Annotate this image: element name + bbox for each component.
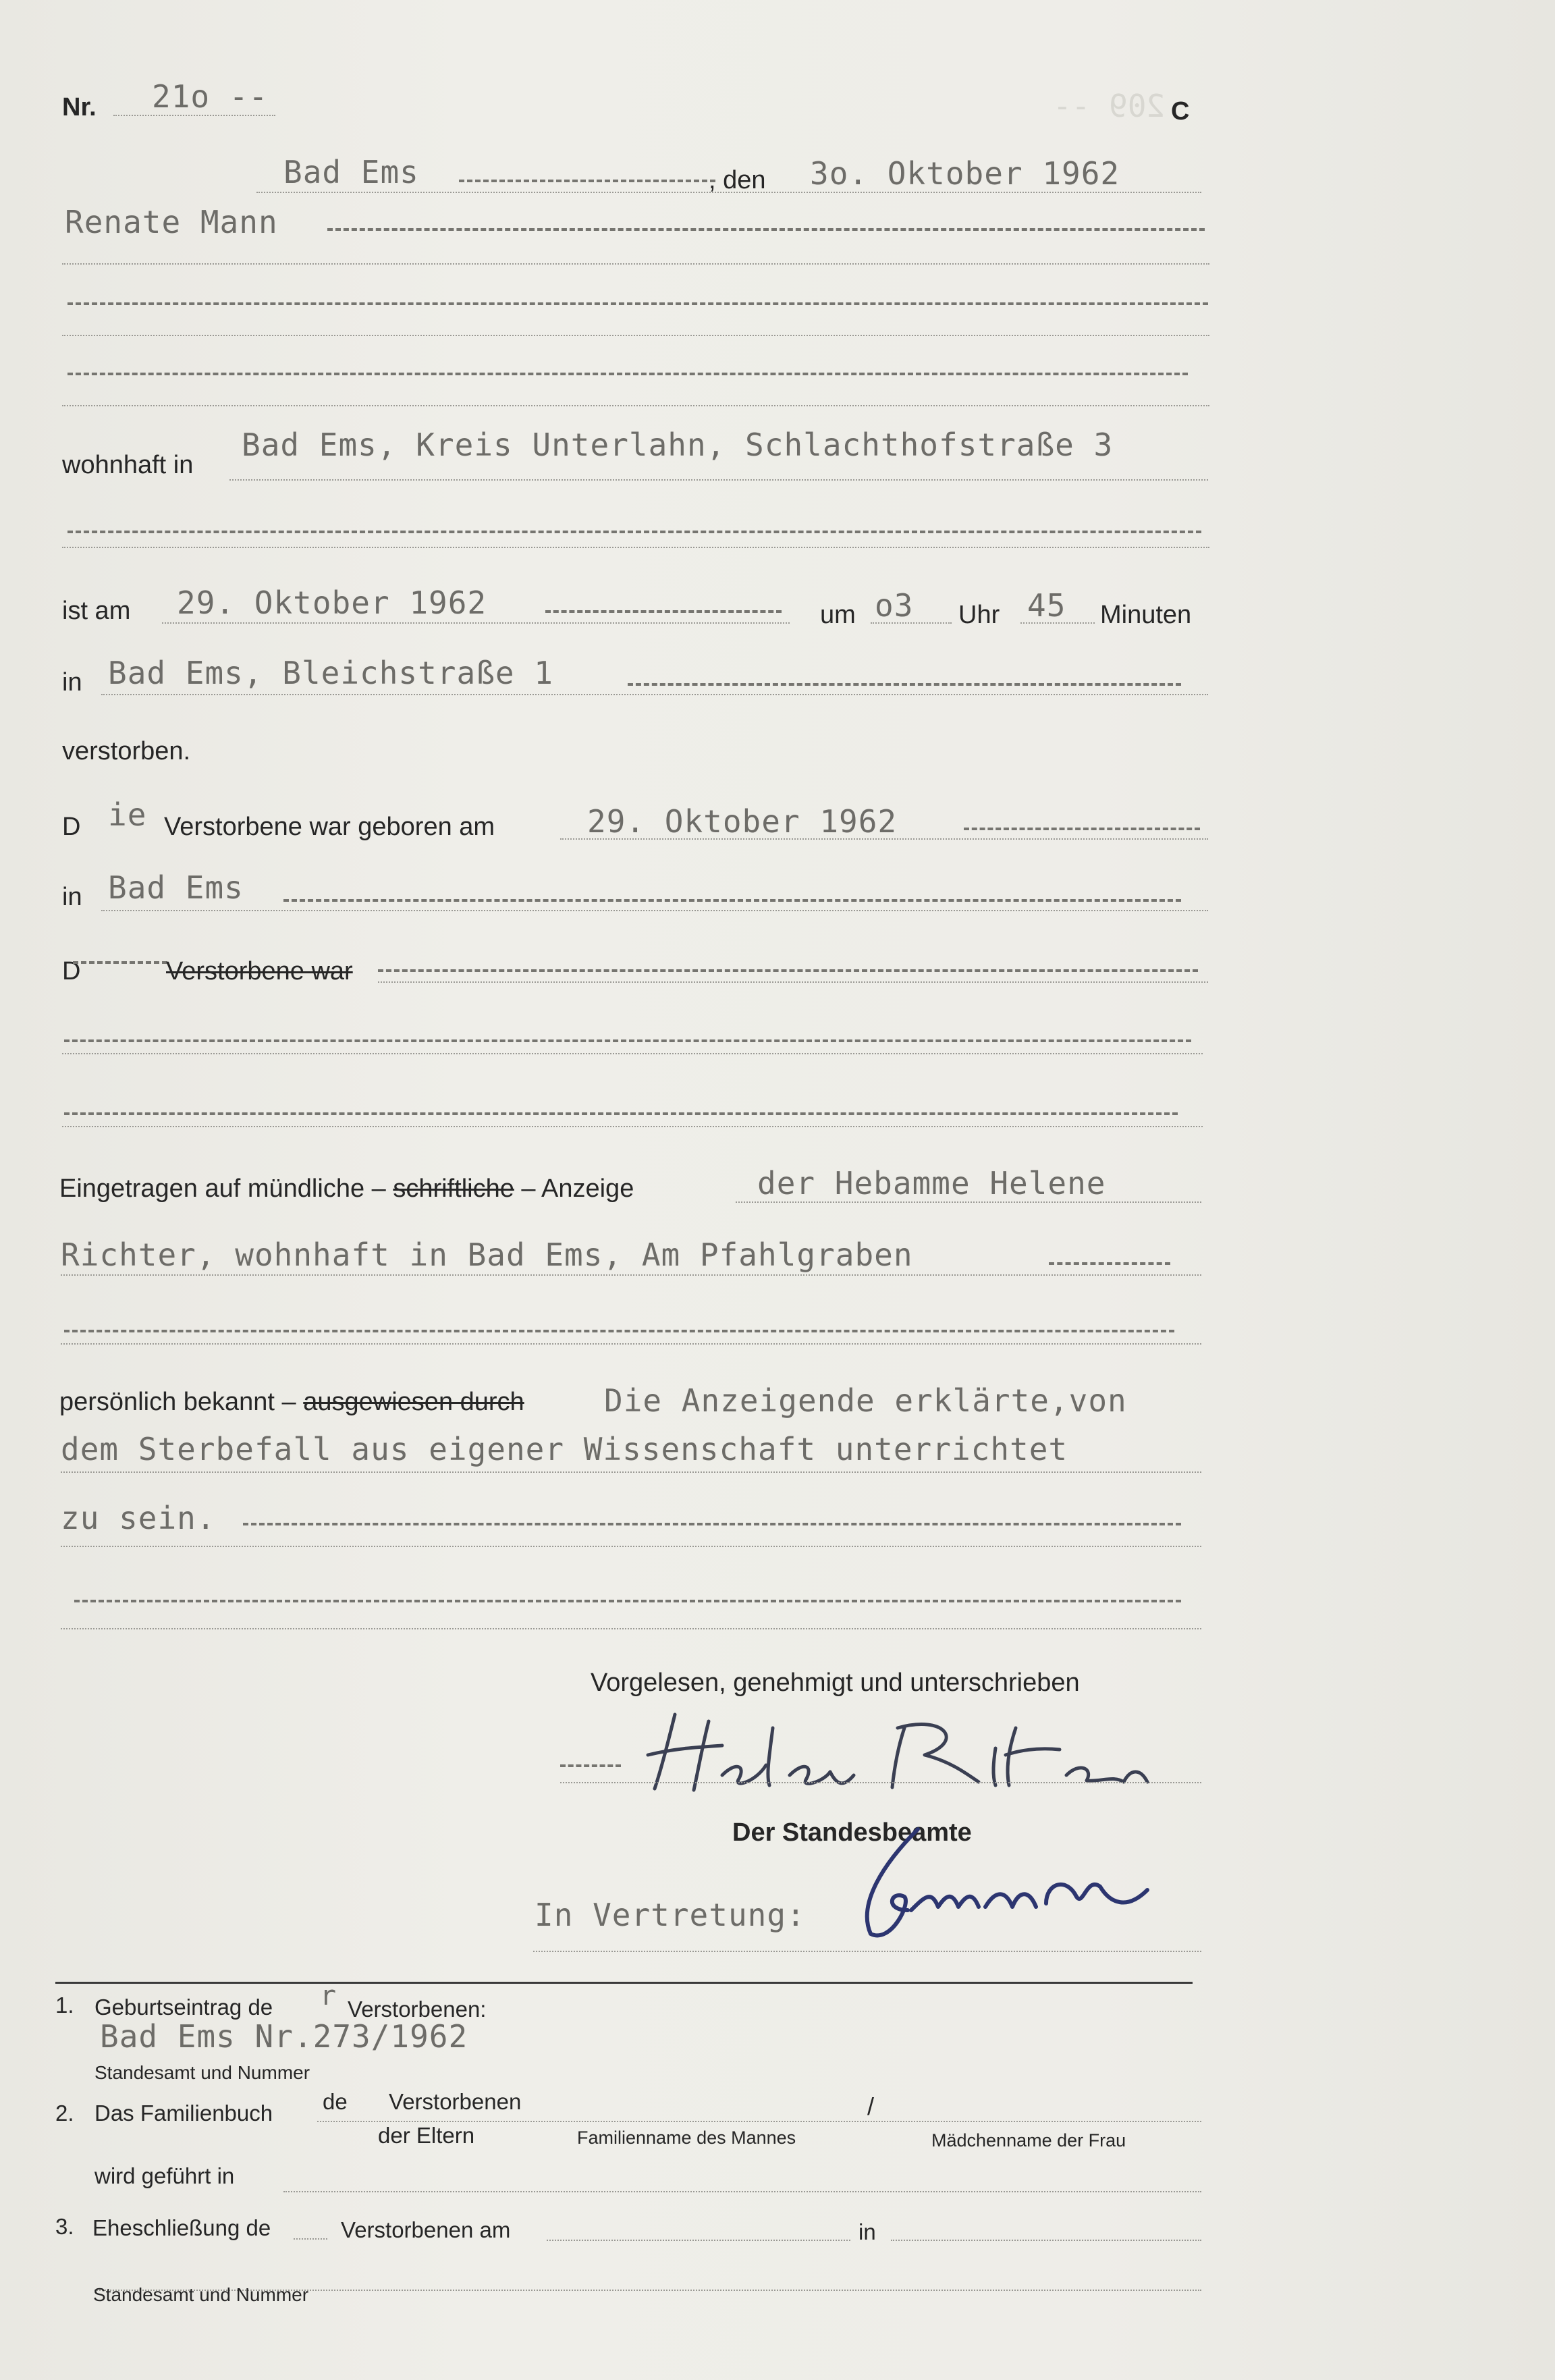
note2-slash: / <box>867 2092 875 2120</box>
residence-label: wohnhaft in <box>62 451 194 479</box>
identity-text-line2: dem Sterbefall aus eigener Wissenschaft unterrichtet <box>61 1431 1068 1467</box>
note2-de: de <box>323 2089 348 2114</box>
note2-gefuehrt-line <box>283 2191 1201 2192</box>
registrar-label: Der Standesbeamte <box>732 1818 972 1847</box>
registrar-signature <box>844 1822 1154 1951</box>
nr-value: 21o -- <box>152 78 269 115</box>
report-label <box>59 1174 634 1203</box>
death-minutes: 45 <box>1027 587 1066 624</box>
show-through-text: 209 -- <box>1053 88 1166 124</box>
birth-date-dash <box>964 828 1200 830</box>
birth-place: Bad Ems <box>108 869 244 906</box>
married-dash-2 <box>64 1039 1191 1042</box>
note2-maedchenname: Mädchenname der Frau <box>931 2130 1126 2151</box>
signature-line-dash <box>560 1764 621 1767</box>
name-dash-2 <box>67 302 1208 305</box>
hour-dotted-line <box>871 622 952 624</box>
informant-signature <box>628 1701 1181 1802</box>
note3-in: in <box>858 2219 876 2244</box>
note2-verstorbenen: Verstorbenen <box>389 2089 522 2114</box>
report-dash <box>1049 1262 1170 1265</box>
identity-text-line3: zu sein. <box>61 1500 216 1536</box>
place-dash <box>459 180 715 182</box>
informant-signature-line <box>560 1782 1201 1783</box>
married-dash <box>378 969 1198 972</box>
residence: Bad Ems, Kreis Unterlahn, Schlachthofstraße 3 <box>242 427 1114 463</box>
death-date-dash <box>545 610 782 613</box>
note3-label-a: Eheschließung de <box>92 2215 271 2240</box>
residence-dash <box>67 531 1201 533</box>
identity-dash <box>243 1523 1181 1525</box>
report-text-line2: Richter, wohnhaft in Bad Ems, Am Pfahlgraben <box>61 1237 913 1273</box>
note2-number: 2. <box>55 2101 74 2126</box>
identity-dotted-line-3 <box>61 1628 1201 1629</box>
um-label: um <box>820 601 856 629</box>
married-d-label: D <box>62 957 81 985</box>
deceased-name: Renate Mann <box>65 204 278 240</box>
form-code: C <box>1171 97 1190 126</box>
name-dash-3 <box>67 373 1188 375</box>
vertretung-label: In Vertretung: <box>535 1897 806 1933</box>
note1-value: Bad Ems Nr.273/1962 <box>100 2018 468 2055</box>
verstorben-label: verstorben. <box>62 737 191 765</box>
note3-place-line <box>891 2240 1201 2241</box>
birth-date: 29. Oktober 1962 <box>587 803 898 840</box>
nr-dotted-line <box>113 115 275 116</box>
read-approved-label: Vorgelesen, genehmigt und unterschrieben <box>591 1669 1080 1697</box>
birth-date-dotted-line <box>560 838 1208 840</box>
note2-label: Das Familienbuch <box>94 2101 273 2126</box>
death-place-dotted-line <box>101 694 1208 695</box>
birth-in-label: in <box>62 883 82 911</box>
married-dotted-line-3 <box>62 1126 1203 1127</box>
note1-label-a: Geburtseintrag de <box>94 1995 273 2020</box>
residence-dotted-line-2 <box>62 547 1209 548</box>
note2-eltern: der Eltern <box>378 2123 475 2148</box>
report-dash-2 <box>64 1330 1174 1332</box>
identity-text-line1: Die Anzeigende erklärte,von <box>604 1382 1127 1419</box>
identity-dotted-line <box>61 1471 1201 1473</box>
birth-d-label: D <box>62 813 81 841</box>
married-dotted-line-2 <box>62 1053 1203 1054</box>
place: Bad Ems <box>283 154 419 190</box>
identity-label-start: persönlich bekannt – <box>59 1388 296 1416</box>
notes-separator <box>55 1982 1193 1984</box>
identity-label <box>59 1388 524 1417</box>
report-label-end: – Anzeige <box>521 1174 634 1203</box>
name-dash <box>327 228 1205 231</box>
death-date: 29. Oktober 1962 <box>177 585 487 621</box>
birth-ie-suffix: ie <box>108 796 147 833</box>
note3-de-dots <box>294 2238 327 2240</box>
registrar-signature-line <box>533 1951 1201 1952</box>
identity-dash-2 <box>74 1600 1181 1602</box>
uhr-label: Uhr <box>958 601 1000 629</box>
report-label-struck: schriftliche <box>393 1174 514 1203</box>
minuten-label: Minuten <box>1100 601 1192 629</box>
note1-number: 1. <box>55 1993 74 2018</box>
minutes-dotted-line <box>1020 622 1095 624</box>
birth-place-dotted-line <box>101 910 1208 911</box>
report-label-start: Eingetragen auf mündliche – <box>59 1174 386 1203</box>
name-dotted-line-2 <box>62 335 1209 336</box>
note3-sublabel: Standesamt und Nummer <box>93 2284 309 2305</box>
birth-place-dash <box>283 899 1181 902</box>
nr-label: Nr. <box>62 93 97 121</box>
note2-familienname: Familienname des Mannes <box>577 2128 796 2148</box>
note1-label-b: Verstorbenen: <box>348 1997 487 2022</box>
note3-number: 3. <box>55 2214 74 2239</box>
note2-dotted-line <box>317 2121 1201 2122</box>
report-text-line1: der Hebamme Helene <box>757 1165 1106 1201</box>
report-dotted-line-3 <box>61 1343 1201 1345</box>
death-place: Bad Ems, Bleichstraße 1 <box>108 655 553 691</box>
note1-sublabel: Standesamt und Nummer <box>94 2062 310 2083</box>
death-in-label: in <box>62 668 82 697</box>
den-label: , den <box>709 166 766 194</box>
death-date-dotted-line <box>162 622 790 624</box>
note1-r: r <box>320 1980 337 2011</box>
note3-date-line <box>547 2240 850 2241</box>
report-dotted-line-2 <box>61 1274 1201 1276</box>
identity-dotted-line-2 <box>61 1546 1201 1547</box>
name-dotted-line <box>62 263 1209 265</box>
date-dotted-line <box>256 192 1201 193</box>
married-strike <box>73 961 167 964</box>
ist-am-label: ist am <box>62 597 131 625</box>
death-hour: o3 <box>875 587 914 624</box>
document-date: 3o. Oktober 1962 <box>810 155 1120 192</box>
note2-gefuehrt: wird geführt in <box>94 2163 235 2188</box>
married-dotted-line <box>378 981 1208 983</box>
name-dotted-line-3 <box>62 405 1209 406</box>
report-dotted-line <box>736 1201 1201 1203</box>
note3-label-b: Verstorbenen am <box>341 2217 511 2242</box>
identity-label-struck: ausgewiesen durch <box>303 1388 524 1416</box>
death-place-dash <box>628 683 1181 686</box>
residence-dotted-line <box>229 479 1208 481</box>
married-dash-3 <box>64 1112 1178 1115</box>
married-label: Verstorbene war <box>166 957 353 985</box>
birth-label: Verstorbene war geboren am <box>164 813 495 841</box>
